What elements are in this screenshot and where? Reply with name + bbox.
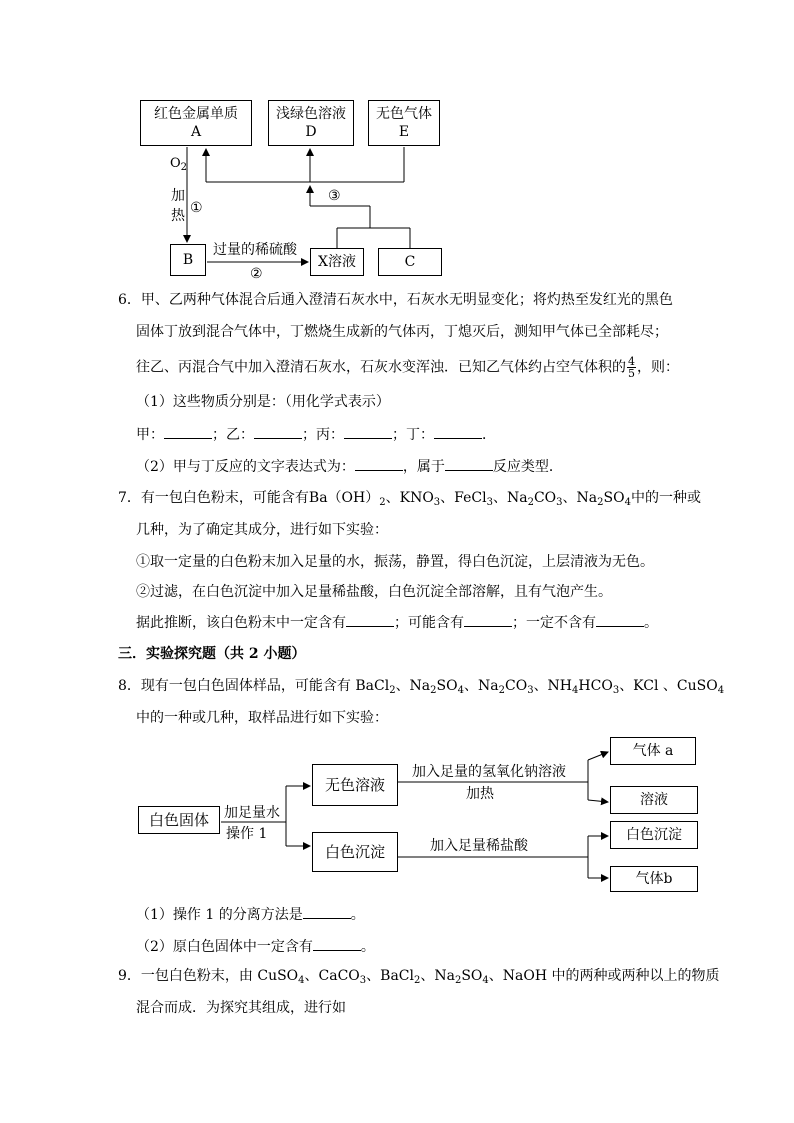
section-3-title: 三．实验探究题（共 2 小题） [118,646,306,662]
q6-answers: 甲： ；乙： ；丙： ；丁： ． [136,424,496,445]
box-gas-a: 气体 a [610,737,696,765]
add-water-label: 加足量水 [224,805,280,821]
q7-line-2: 几种，为了确定其成分，进行如下实验： [136,522,388,538]
q7-step-2: ②过滤，在白色沉淀中加入足量稀盐酸，白色沉淀全部溶解，且有气泡产生。 [136,584,612,600]
step-2-mark: ② [250,266,263,282]
arrow-to-solution-2 [588,800,608,802]
q9-line-1: 9．一包白色粉末，由 CuSO$_4$、CaCO$_3$、BaCl$_2$、$Na_2SO_4$、NaOH 中的两种或两种以上的物质 [118,968,720,986]
q7-conclusion: 据此推断，该白色粉末中一定含有 ；可能含有 ；一定不含有 。 [136,612,658,633]
heat-label-2: 热 [171,208,185,224]
box-b: B [170,244,206,276]
q7-step-1: ①取一定量的白色粉末加入足量的水，振荡，静置，得白色沉淀，上层清液为无色。 [136,554,654,570]
box-e-label: 无色气体 [376,106,432,122]
q6-line-3: 往乙、丙混合气中加入澄清石灰水，石灰水变浑浊．已知乙气体约占空气体积的 $\frac{4}{5}$ ，则： [136,355,679,380]
q8-line-1: 8．现有一包白色固体样品，可能含有 BaCl$_2$、$Na_2SO_4$、$Na_2CO_3$、$NH_4HCO_3$、KCl 、CuSO$_4$ [118,678,725,696]
heat-label: 加热 [466,786,494,802]
box-white-precipitate: 白色沉淀 [312,832,398,872]
box-colorless-solution: 无色溶液 [312,764,398,806]
q6-line-1: 6．甲、乙两种气体混合后通入澄清石灰水中，石灰水无明显变化；将灼热至发红光的黑色 [118,292,673,308]
naoh-label: 加入足量的氢氧化钠溶液 [412,764,566,780]
fraction: $\frac{4}{5}$ [628,355,635,380]
step-1-mark: ① [190,200,203,216]
hcl-label: 加入足量稀盐酸 [430,838,528,854]
q8-sub-2: （2）原白色固体中一定含有 。 [136,936,375,957]
op-1-label: 操作 1 [226,826,268,842]
q8-sub-1: （1）操作 1 的分离方法是 。 [136,904,365,925]
box-d-label: 浅绿色溶液 [276,106,346,122]
step-3-mark: ③ [328,188,341,204]
box-e-letter: E [398,124,410,140]
acid-label: 过量的稀硫酸 [213,242,297,258]
box-d-letter: D [305,124,317,140]
q6-sub-1: （1）这些物质分别是：（用化学式表示） [136,394,390,410]
box-x: X溶液 [310,248,364,276]
q7-line-1: 7．有一包白色粉末，可能含有$Ba(OH)_2$、$KNO_3$、FeCl$_3$、$Na_2CO_3$、$Na_2SO_4$中的一种或 [118,490,701,508]
box-white-precipitate-2: 白色沉淀 [610,821,698,849]
box-a-letter: A [190,124,202,140]
q6-line-2: 固体丁放到混合气体中，丁燃烧生成新的气体丙，丁熄灭后，测知甲气体已全部耗尽； [136,324,668,340]
box-solution: 溶液 [610,786,698,814]
box-c: C [378,248,442,276]
box-gas-b: 气体b [610,866,698,892]
o2-label: $O_2$ [170,156,188,173]
heat-label-1: 加 [171,188,185,204]
box-white-solid: 白色固体 [138,806,220,834]
box-a-label: 红色金属单质 [154,106,238,122]
q8-line-2: 中的一种或几种，取样品进行如下实验： [136,710,388,726]
arrow-to-gas-a [588,752,608,760]
q6-sub-2: （2）甲与丁反应的文字表达式为： ，属于 反应类型． [136,456,563,477]
q9-line-2: 混合而成．为探究其组成，进行如 [136,1000,346,1016]
